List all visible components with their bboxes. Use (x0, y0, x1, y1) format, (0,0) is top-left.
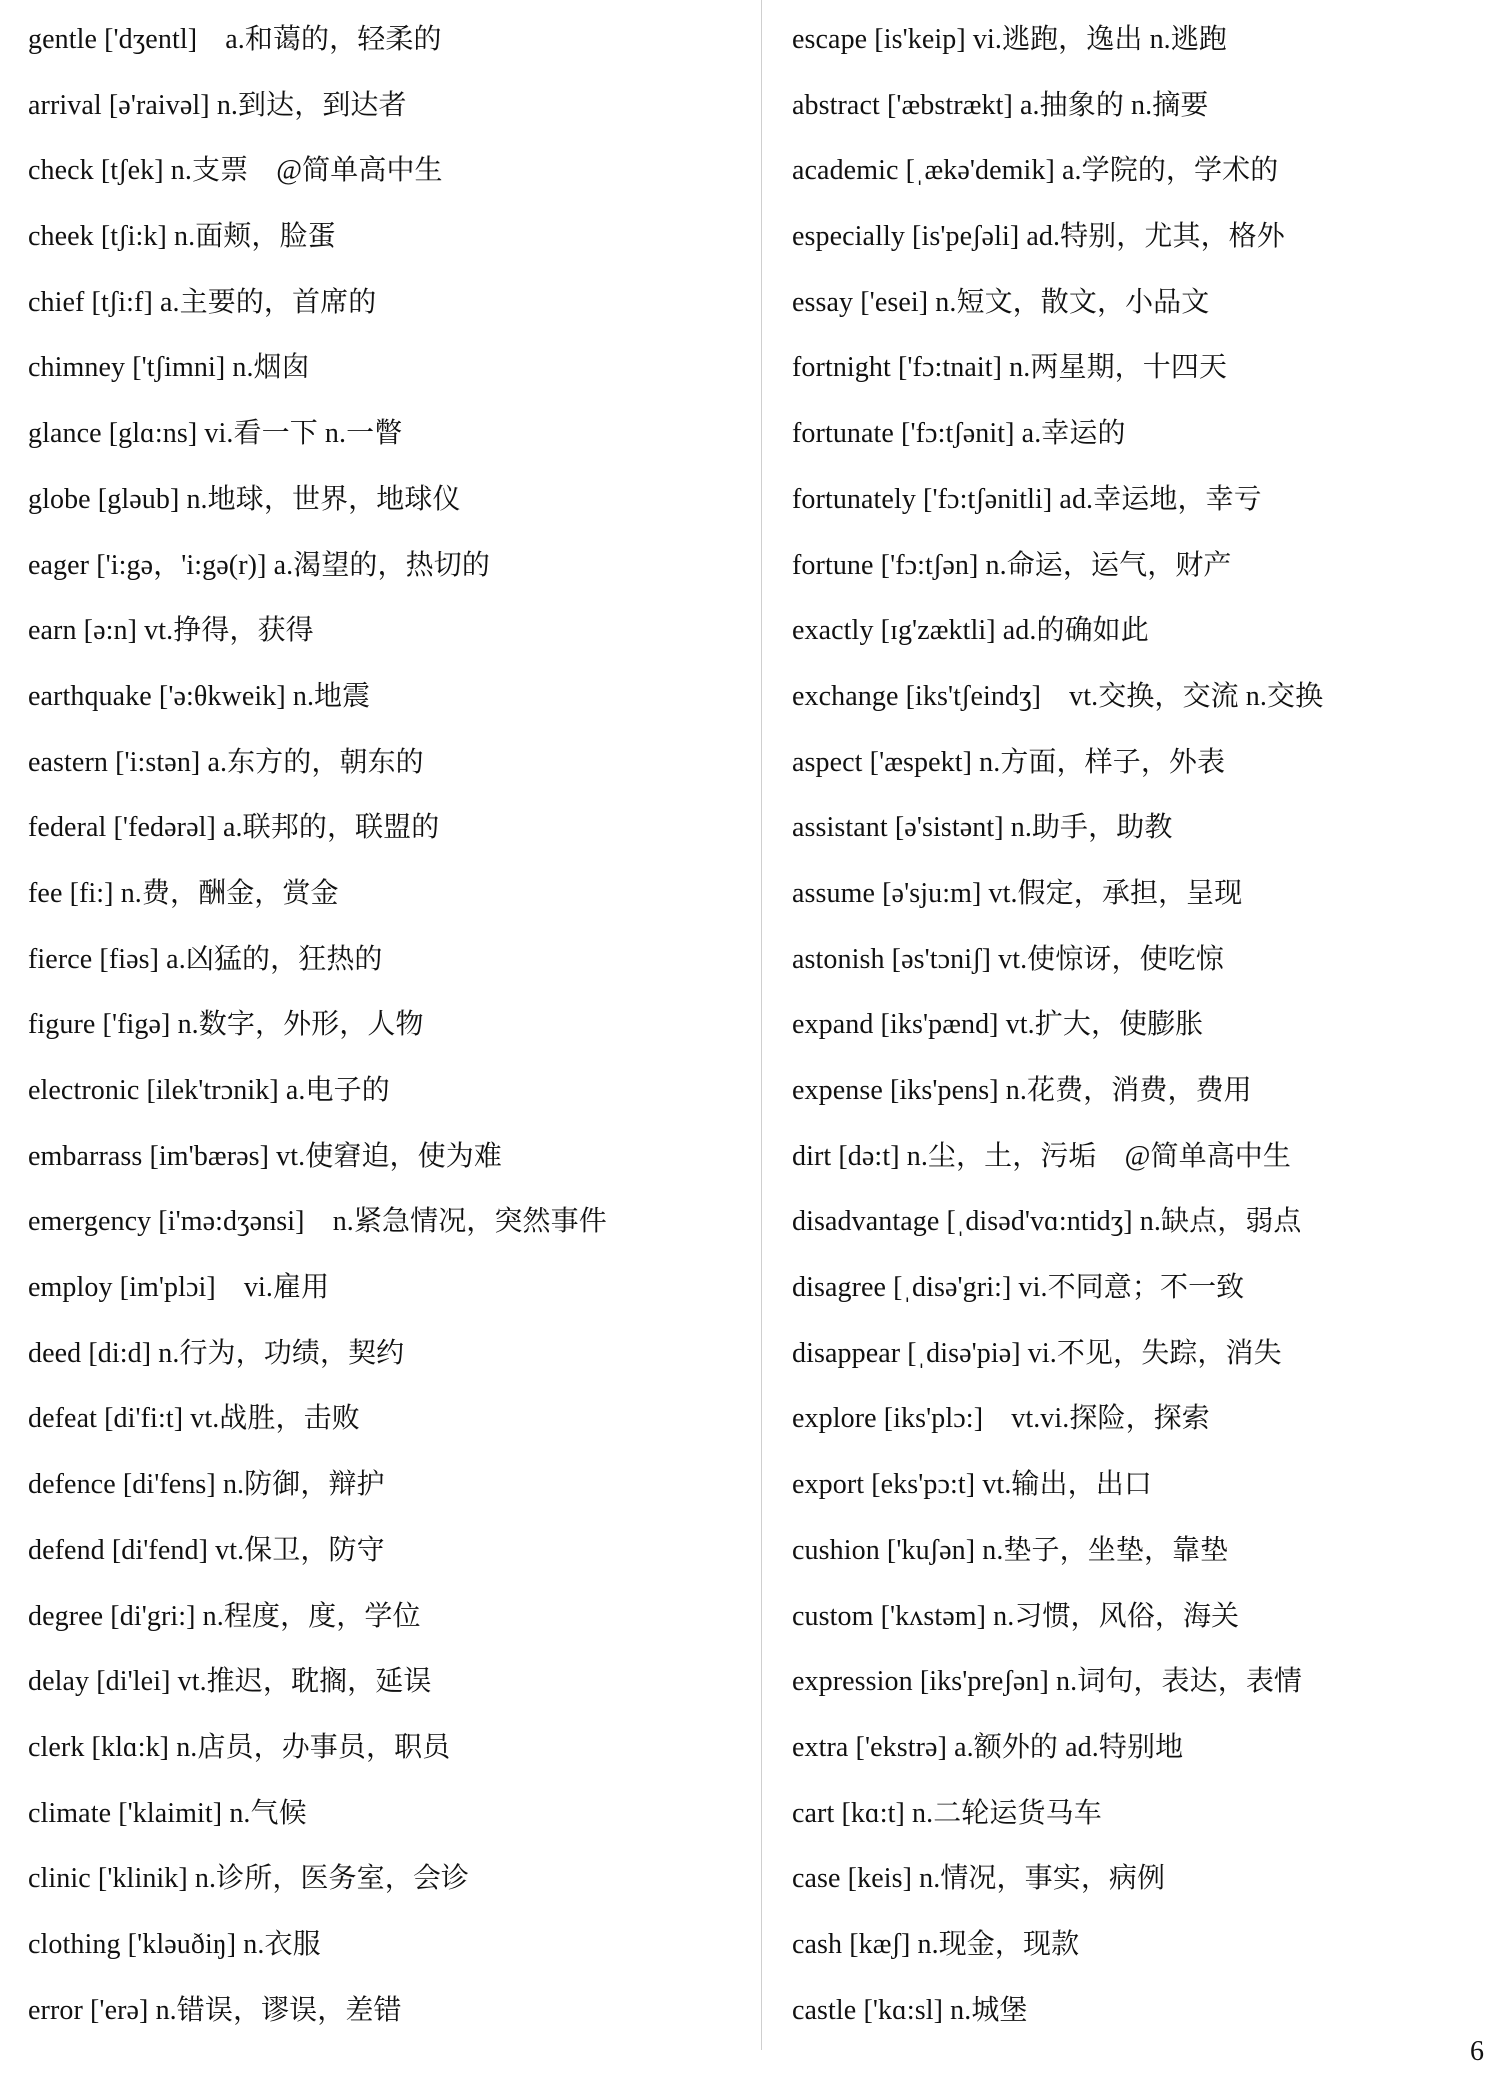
left-column (28, 10, 758, 2046)
vocab-entry: deed [di:d] n.行为，功绩，契约 (28, 1337, 405, 1369)
vocab-entry: clerk [klɑ:k] n.店员，办事员，职员 (28, 1731, 451, 1763)
vocab-entry: astonish [əs'tɔniʃ] vt.使惊讶，使吃惊 (792, 943, 1224, 975)
vocab-entry: error ['erə] n.错误，谬误，差错 (28, 1994, 402, 2026)
vocab-entry: case [keis] n.情况，事实，病例 (792, 1863, 1166, 1895)
vocab-entry: embarrass [im'bærəs] vt.使窘迫，使为难 (28, 1140, 502, 1172)
vocab-entry: emergency [i'mə:dʒənsi] n.紧急情况，突然事件 (28, 1206, 607, 1238)
vocab-entry: expand [iks'pænd] vt.扩大，使膨胀 (792, 1009, 1204, 1041)
vocab-entry: aspect ['æspekt] n.方面，样子，外表 (792, 746, 1226, 778)
vocab-entry: assistant [ə'sistənt] n.助手，助教 (792, 812, 1173, 844)
vocab-entry: exactly [ɪg'zæktli] ad.的确如此 (792, 615, 1149, 647)
vocab-entry: custom ['kʌstəm] n.习惯，风俗，海关 (792, 1600, 1240, 1632)
vocab-entry: academic [ˌækə'demik] a.学院的，学术的 (792, 155, 1279, 187)
vocab-entry: fortunately ['fɔ:tʃənitli] ad.幸运地，幸亏 (792, 483, 1262, 515)
vocab-entry: chimney ['tʃimni] n.烟囱 (28, 352, 310, 384)
vocab-entry: globe [gləub] n.地球，世界，地球仪 (28, 483, 461, 515)
vocab-entry: cash [kæʃ] n.现金，现款 (792, 1928, 1080, 1960)
vocab-entry: figure ['figə] n.数字，外形，人物 (28, 1009, 424, 1041)
vocab-entry: disadvantage [ˌdisəd'vɑ:ntidʒ] n.缺点，弱点 (792, 1206, 1302, 1238)
vocab-entry: fortunate ['fɔ:tʃənit] a.幸运的 (792, 418, 1126, 450)
vocab-entry: cushion ['kuʃən] n.垫子，坐垫，靠垫 (792, 1534, 1229, 1566)
vocab-entry: arrival [ə'raivəl] n.到达，到达者 (28, 89, 407, 121)
vocab-entry: electronic [ilek'trɔnik] a.电子的 (28, 1075, 390, 1106)
vocab-entry: castle ['kɑ:sl] n.城堡 (792, 1994, 1028, 2026)
vocab-entry: cart [kɑ:t] n.二轮运货马车 (792, 1797, 1102, 1829)
vocab-entry: earn [ə:n] vt.挣得，获得 (28, 615, 314, 647)
vocab-entry: especially [is'peʃəli] ad.特别，尤其，格外 (792, 221, 1285, 253)
vocab-entry: fortune ['fɔ:tʃən] n.命运，运气，财产 (792, 549, 1232, 581)
vocab-entry: clothing ['kləuðiŋ] n.衣服 (28, 1928, 321, 1960)
vocab-entry: extra ['ekstrə] a.额外的 ad.特别地 (792, 1731, 1184, 1763)
vocab-entry: exchange [iks'tʃeindʒ] vt.交换，交流 n.交换 (792, 680, 1324, 712)
vocab-entry: escape [is'keip] vi.逃跑，逸出 n.逃跑 (792, 24, 1227, 55)
vocab-entry: employ [im'plɔi] vi.雇用 (28, 1272, 330, 1304)
vocab-entry: defend [di'fend] vt.保卫，防守 (28, 1534, 385, 1566)
vocab-entry: check [tʃek] n.支票 @简单高中生 (28, 155, 443, 187)
vocab-entry: defeat [di'fi:t] vt.战胜，击败 (28, 1403, 360, 1435)
vocab-entry: expression [iks'preʃən] n.词句，表达，表情 (792, 1666, 1303, 1698)
vocab-entry: abstract ['æbstrækt] a.抽象的 n.摘要 (792, 89, 1209, 121)
vocab-entry: fee [fi:] n.费，酬金，赏金 (28, 877, 339, 909)
vocab-entry: explore [iks'plɔ:] vt.vi.探险，探索 (792, 1403, 1210, 1435)
vocab-entry: cheek [tʃi:k] n.面颊，脸蛋 (28, 221, 336, 253)
vocab-entry: gentle ['dʒentl] a.和蔼的，轻柔的 (28, 24, 442, 55)
page-number: 6 (1470, 2036, 1484, 2067)
vocab-entry: degree [di'gri:] n.程度，度，学位 (28, 1600, 421, 1632)
vocab-entry: assume [ə'sju:m] vt.假定，承担，呈现 (792, 877, 1243, 909)
vocab-entry: clinic ['klinik] n.诊所，医务室，会诊 (28, 1863, 470, 1895)
vocab-entry: dirt [də:t] n.尘，土，污垢 @简单高中生 (792, 1140, 1292, 1172)
vocab-entry: fortnight ['fɔ:tnait] n.两星期，十四天 (792, 352, 1228, 384)
vocab-entry: disagree [ˌdisə'gri:] vi.不同意；不一致 (792, 1272, 1245, 1304)
vocab-entry: eager ['i:gə，'i:gə(r)] a.渴望的，热切的 (28, 549, 490, 581)
vocab-entry: eastern ['i:stən] a.东方的，朝东的 (28, 746, 424, 778)
vocab-entry: defence [di'fens] n.防御，辩护 (28, 1469, 385, 1501)
column-divider (761, 0, 762, 2050)
vocab-entry: climate ['klaimit] n.气候 (28, 1797, 307, 1829)
vocab-entry: delay [di'lei] vt.推迟，耽搁，延误 (28, 1666, 432, 1698)
vocab-entry: glance [glɑ:ns] vi.看一下 n.一瞥 (28, 418, 403, 450)
vocab-entry: essay ['esei] n.短文，散文，小品文 (792, 286, 1210, 318)
vocab-entry: federal ['fedərəl] a.联邦的，联盟的 (28, 812, 440, 844)
vocab-entry: fierce [fiəs] a.凶猛的，狂热的 (28, 943, 383, 975)
vocab-entry: chief [tʃi:f] a.主要的，首席的 (28, 286, 377, 318)
vocab-entry: expense [iks'pens] n.花费，消费，费用 (792, 1075, 1252, 1106)
vocab-entry: export [eks'pɔ:t] vt.输出，出口 (792, 1469, 1152, 1501)
vocab-entry: earthquake ['ə:θkweik] n.地震 (28, 680, 371, 712)
right-column (792, 10, 1482, 2046)
vocab-entry: disappear [ˌdisə'piə] vi.不见，失踪，消失 (792, 1337, 1282, 1369)
